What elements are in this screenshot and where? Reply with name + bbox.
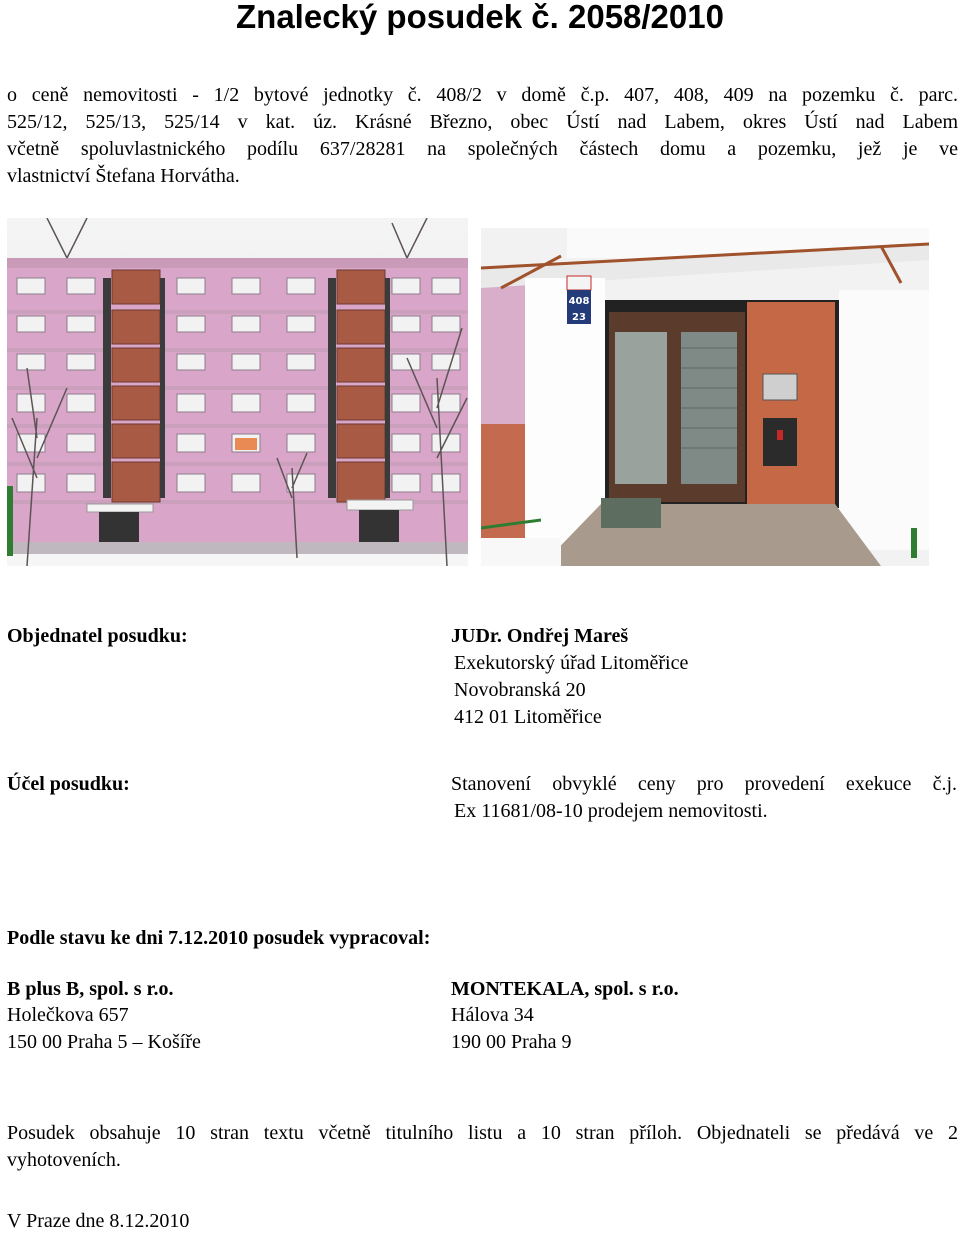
purpose-label: Účel posudku: (7, 773, 130, 795)
intro-line: 525/12, 525/13, 525/14 v kat. úz. Krásné Březno, obec Ústí nad Labem, okres Ústí nad Labem (7, 111, 958, 133)
firm1-street: Holečkova 657 (7, 1004, 129, 1026)
firm2-street: Hálova 34 (451, 1004, 534, 1026)
client-city: 412 01 Litoměřice (454, 706, 602, 728)
intro-line: včetně spoluvlastnického podílu 637/28281 na společných částech domu a pozemku, jež je ve (7, 138, 958, 160)
place-date: V Praze dne 8.12.2010 (7, 1210, 190, 1232)
apartment-building-icon (7, 218, 468, 566)
firm1-name: B plus B, spol. s r.o. (7, 978, 174, 1000)
contents-line: Posudek obsahuje 10 stran textu včetně titulního listu a 10 stran příloh. Objednateli se předává ve 2 (7, 1122, 958, 1144)
apartment-building-photo (7, 218, 468, 566)
client-office: Exekutorský úřad Litoměřice (454, 652, 689, 674)
intro-line: vlastnictví Štefana Horvátha. (7, 165, 240, 187)
firm2-city: 190 00 Praha 9 (451, 1031, 572, 1053)
contents-line: vyhotoveních. (7, 1149, 121, 1171)
client-street: Novobranská 20 (454, 679, 586, 701)
orientation-number-plate: 23 (572, 312, 586, 323)
building-entrance-photo (481, 228, 929, 566)
client-name: JUDr. Ondřej Mareš (451, 625, 629, 647)
firm2-name: MONTEKALA, spol. s r.o. (451, 978, 679, 1000)
intro-line: o ceně nemovitosti - 1/2 bytové jednotky č. 408/2 v domě č.p. 407, 408, 409 na pozemku č. parc. (7, 84, 958, 106)
intro-paragraph (7, 82, 958, 190)
purpose-line: Stanovení obvyklé ceny pro provedení exekuce č.j. (451, 773, 957, 795)
document-title: Znalecký posudek č. 2058/2010 (236, 0, 724, 35)
prepared-heading: Podle stavu ke dni 7.12.2010 posudek vypracoval: (7, 927, 431, 949)
house-number-plate: 408 (568, 296, 590, 307)
firm1-city: 150 00 Praha 5 – Košíře (7, 1031, 201, 1053)
client-label: Objednatel posudku: (7, 625, 188, 647)
building-entrance-icon (481, 228, 929, 566)
purpose-line: Ex 11681/08-10 prodejem nemovitosti. (454, 800, 768, 822)
